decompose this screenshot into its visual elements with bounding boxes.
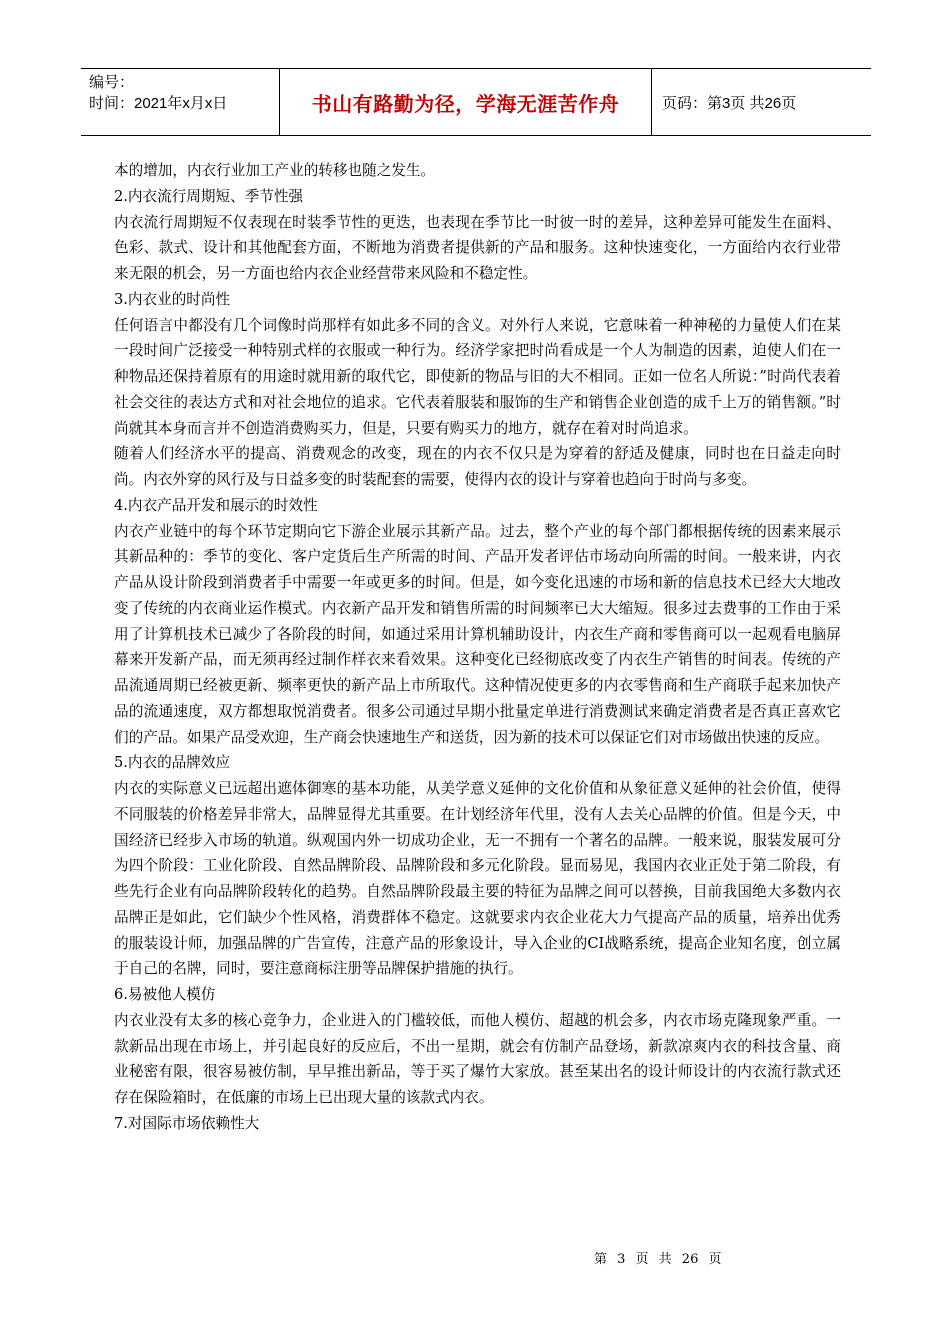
header-meta xyxy=(81,69,280,135)
page-footer: 第 3 页 共 26 页 xyxy=(594,1252,722,1267)
document-body xyxy=(114,158,841,1137)
paragraph: 随着人们经济水平的提高、消费观念的改变，现在的内衣不仅只是为穿着的舒适及健康，同时也在日益走向时尚。内衣外穿的风行及与日益多变的时装配套的需要，使得内衣的设计与穿着也趋向于时尚与多变。 xyxy=(114,445,841,488)
paragraph: 本的增加，内衣行业加工产业的转移也随之发生。 xyxy=(114,162,436,179)
header-motto: 书山有路勤为径，学海无涯苦作舟 xyxy=(280,69,652,135)
section-heading: 5.内衣的品牌效应 xyxy=(114,754,231,772)
paragraph: 内衣产业链中的每个环节定期向它下游企业展示其新产品。过去，整个产业的每个部门都根据传统的因素来展示其新品种的：季节的变化、客户定货后生产所需的时间、产品开发者评估市场动向所需的时间。一般来讲，内衣产品从设计阶段到消费者手中需要一年或更多的时间。但是，如今变化迅速的市场和新的信息技术已经大大地改变了传统的内衣商业运作模式。内衣新产品开发和销售所需的时间频率已大大缩短。很多过去费事的工作由于采用了计算机技术已减少了各阶段的时间，如通过采用计算机辅助设计，内衣生产商和零售商可以一起观看电脑屏幕来开发新产品，而无须再经过制作样衣来看效果。这种变化已经彻底改变了内衣生产销售的时间表。传统的产品流通周期已经被更新、频率更快的新产品上市所取代。这种情况使更多的内衣零售商和生产商联手起来加快产品的流通速度，双方都想取悦消费者。很多公司通过早期小批量定单进行消费测试来确定消费者是否真正喜欢它们的产品。如果产品受欢迎，生产商会快速地生产和送货，因为新的技术可以保证它们对市场做出快速的反应。 xyxy=(114,522,841,746)
paragraph: 内衣业没有太多的核心竞争力，企业进入的门槛较低，而他人模仿、超越的机会多，内衣市场克隆现象严重。一款新品出现在市场上，并引起良好的反应后，不出一星期，就会有仿制产品登场，新款凉爽内衣的科技含量、商业秘密有限，很容易被仿制，早早推出新品，等于买了爆竹大家放。甚至某出名的设计师设计的内衣流行款式还存在保险箱时，在低廉的市场上已出现大量的该款式内衣。 xyxy=(114,1011,841,1106)
time-label: 时间：2021年x月x日 xyxy=(89,95,228,112)
header-page-info: 页码：第3页 共26页 xyxy=(662,94,797,112)
section-heading: 3.内衣业的时尚性 xyxy=(114,290,231,308)
section-heading: 2.内衣流行周期短、季节性强 xyxy=(114,187,304,205)
number-label: 编号： xyxy=(89,74,135,91)
section-heading: 6.易被他人模仿 xyxy=(114,986,216,1003)
section-heading: 4.内衣产品开发和展示的时效性 xyxy=(114,496,318,514)
section-heading: 7.对国际市场依赖性大 xyxy=(114,1114,260,1132)
page-header xyxy=(81,68,871,136)
paragraph: 内衣的实际意义已远超出遮体御寒的基本功能，从美学意义延伸的文化价值和从象征意义延伸的社会价值，使得不同服装的价格差异非常大，品牌显得尤其重要。在计划经济年代里，没有人去关心品牌的价值。但是今天，中国经济已经步入市场的轨道。纵观国内外一切成功企业，无一不拥有一个著名的品牌。一般来说，服装发展可分为四个阶段：工业化阶段、自然品牌阶段、品牌阶段和多元化阶段。显而易见，我国内衣业正处于第二阶段，有些先行企业有向品牌阶段转化的趋势。自然品牌阶段最主要的特征为品牌之间可以替换，目前我国绝大多数内衣品牌正是如此，它们缺少个性风格，消费群体不稳定。这就要求内衣企业花大力气提高产品的质量，培养出优秀的服装设计师，加强品牌的广告宣传，注意产品的形象设计，导入企业的CI战略系统，提高企业知名度，创立属于自己的名牌，同时，要注意商标注册等品牌保护措施的执行。 xyxy=(114,780,841,978)
paragraph: 任何语言中都没有几个词像时尚那样有如此多不同的含义。对外行人来说，它意味着一种神秘的力量使人们在某一段时间广泛接受一种特别式样的衣服或一种行为。经济学家把时尚看成是一个人为制造的因素，迫使人们在一种物品还保持着原有的用途时就用新的取代它，即使新的物品与旧的大不相同。正如一位名人所说：”时尚代表着社会交往的表达方式和对社会地位的追求。它代表着服装和服饰的生产和销售企业创造的成千上万的销售额。”时尚就其本身而言并不创造消费购买力，但是，只要有购买力的地方，就存在着对时尚追求。 xyxy=(114,316,841,437)
paragraph: 内衣流行周期短不仅表现在时装季节性的更迭，也表现在季节比一时彼一时的差异，这种差异可能发生在面料、色彩、款式、设计和其他配套方面，不断地为消费者提供新的产品和服务。这种快速变化，一方面给内衣行业带来无限的机会，另一方面也给内衣企业经营带来风险和不稳定性。 xyxy=(114,213,841,282)
